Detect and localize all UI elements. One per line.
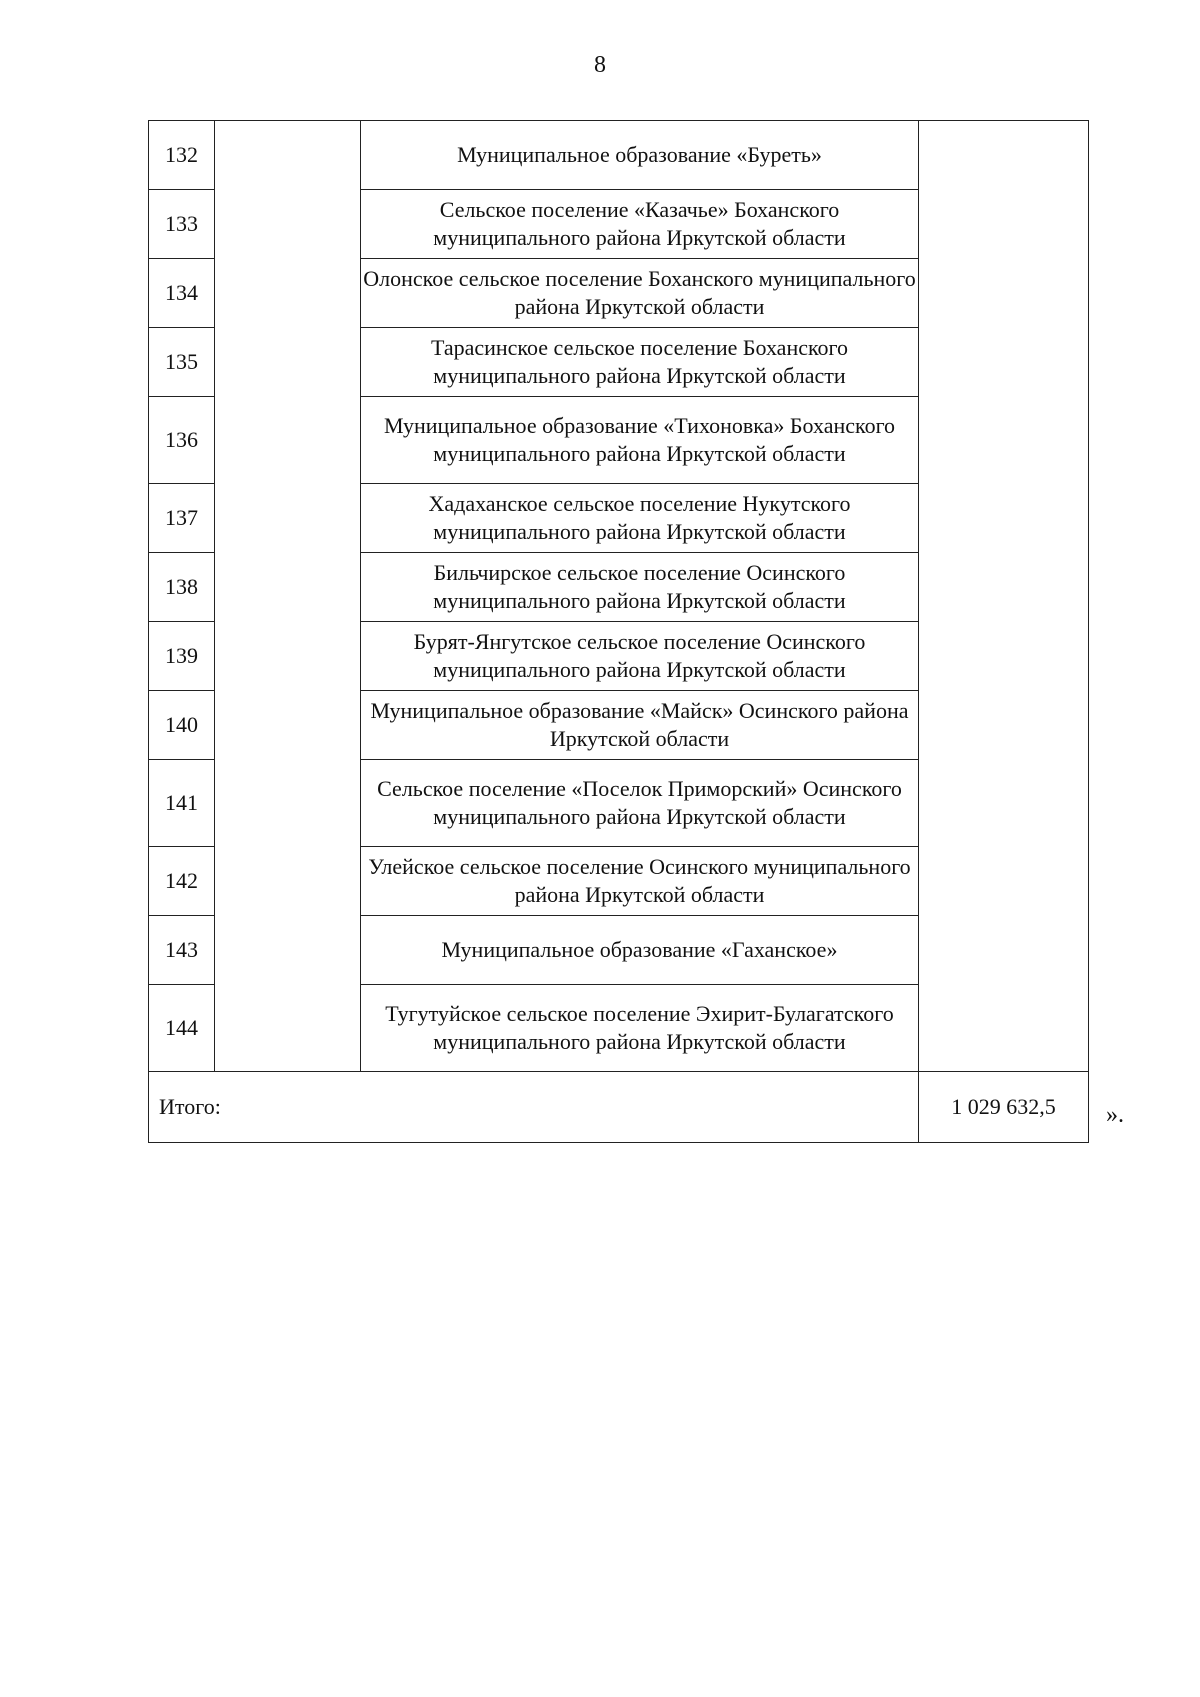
row-number: 139 [149,622,215,691]
municipality-name: Тугутуйское сельское поселение Эхирит-Булагатского муниципального района Иркутской области [361,985,919,1072]
table-row [149,691,1089,760]
municipality-name: Бильчирское сельское поселение Осинского муниципального района Иркутской области [361,553,919,622]
amount-cell [919,985,1089,1072]
table-row [149,847,1089,916]
empty-cell [215,397,361,484]
table-row [149,484,1089,553]
municipality-name: Бурят-Янгутское сельское поселение Осинского муниципального района Иркутской области [361,622,919,691]
empty-cell [215,622,361,691]
table-row [149,190,1089,259]
empty-cell [215,484,361,553]
row-number: 140 [149,691,215,760]
row-number: 138 [149,553,215,622]
allocation-table [148,120,1089,1143]
empty-cell [215,691,361,760]
amount-cell [919,916,1089,985]
table-row [149,622,1089,691]
table-row [149,985,1089,1072]
table-row [149,553,1089,622]
total-label: Итого: [149,1072,919,1143]
municipality-name: Улейское сельское поселение Осинского муниципального района Иркутской области [361,847,919,916]
municipality-name: Муниципальное образование «Тихоновка» Боханского муниципального района Иркутской области [361,397,919,484]
empty-cell [215,847,361,916]
municipality-name: Тарасинское сельское поселение Боханского муниципального района Иркутской области [361,328,919,397]
amount-cell [919,847,1089,916]
amount-cell [919,121,1089,190]
empty-cell [215,985,361,1072]
municipality-name: Муниципальное образование «Гаханское» [361,916,919,985]
amount-cell [919,760,1089,847]
municipality-name: Олонское сельское поселение Боханского муниципального района Иркутской области [361,259,919,328]
total-value: 1 029 632,5 [919,1072,1089,1143]
amount-cell [919,328,1089,397]
empty-cell [215,916,361,985]
table-row [149,760,1089,847]
amount-cell [919,691,1089,760]
amount-cell [919,190,1089,259]
row-number: 137 [149,484,215,553]
row-number: 132 [149,121,215,190]
empty-cell [215,328,361,397]
table-row [149,397,1089,484]
amount-cell [919,484,1089,553]
amount-cell [919,397,1089,484]
row-number: 144 [149,985,215,1072]
amount-cell [919,259,1089,328]
amount-cell [919,622,1089,691]
page-number: 8 [594,52,606,78]
empty-cell [215,259,361,328]
municipality-name: Муниципальное образование «Майск» Осинского района Иркутской области [361,691,919,760]
row-number: 141 [149,760,215,847]
amount-cell [919,553,1089,622]
table-row [149,121,1089,190]
row-number: 143 [149,916,215,985]
empty-cell [215,553,361,622]
row-number: 135 [149,328,215,397]
total-row [149,1072,1089,1143]
municipality-name: Сельское поселение «Казачье» Боханского муниципального района Иркутской области [361,190,919,259]
table-row [149,328,1089,397]
empty-cell [215,190,361,259]
closing-quote: ». [1106,1102,1124,1128]
row-number: 134 [149,259,215,328]
row-number: 133 [149,190,215,259]
table-row [149,916,1089,985]
municipality-name: Муниципальное образование «Буреть» [361,121,919,190]
row-number: 142 [149,847,215,916]
row-number: 136 [149,397,215,484]
municipality-name: Сельское поселение «Поселок Приморский» Осинского муниципального района Иркутской области [361,760,919,847]
empty-cell [215,121,361,190]
table-row [149,259,1089,328]
empty-cell [215,760,361,847]
municipality-name: Хадаханское сельское поселение Нукутского муниципального района Иркутской области [361,484,919,553]
